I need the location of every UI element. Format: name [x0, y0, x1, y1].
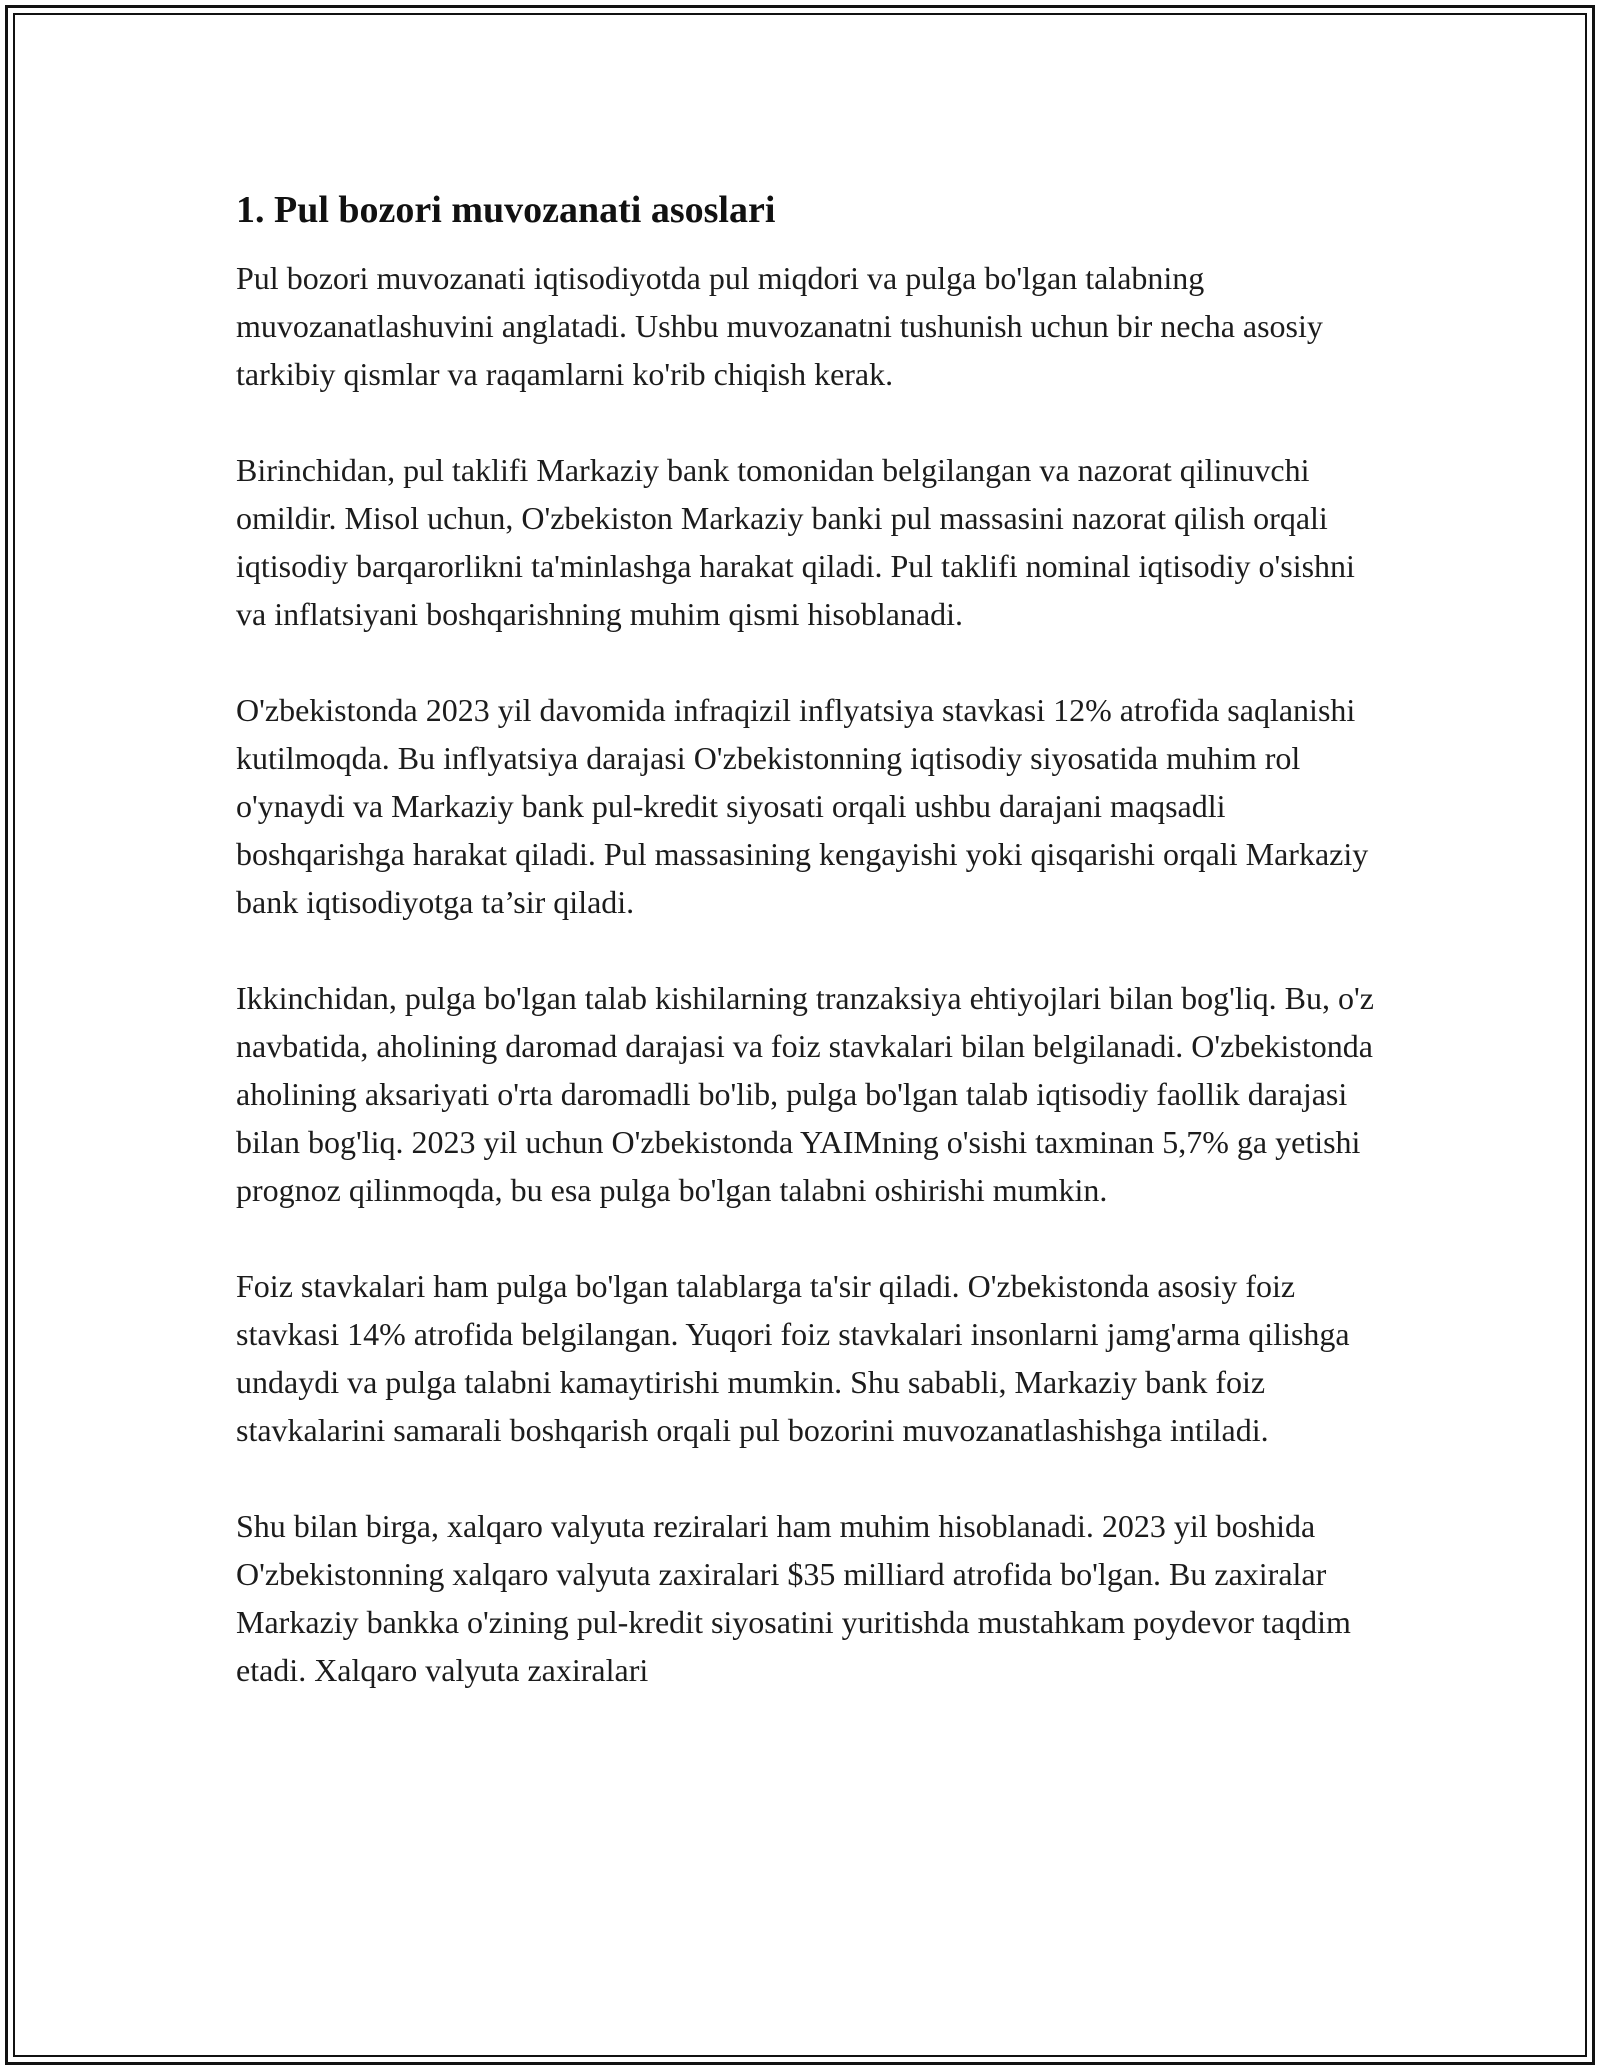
paragraph-1: Pul bozori muvozanati iqtisodiyotda pul miqdori va pulga bo'lgan talabning muvozanatlashuvini anglatadi. Ushbu muvozanatni tushunish uchun bir necha asosiy tarkibiy qismlar va raqamlarni ko'rib chiqish kerak.: [236, 260, 1323, 392]
paragraph-4: Ikkinchidan, pulga bo'lgan talab kishilarning tranzaksiya ehtiyojlari bilan bog'liq. Bu, o'z navbatida, aholining daromad darajasi va foiz stavkalari bilan belgilanadi. O'zbekistonda aholining aksariyati o'rta daromadli bo'lib, pulga bo'lgan talab iqtisodiy faollik darajasi bilan bog'liq. 2023 yil uchun O'zbekistonda YAIMning o'sishi taxminan 5,7% ga yetishi prognoz qilinmoqda, bu esa pulga bo'lgan talabni oshirishi mumkin.: [236, 980, 1374, 1208]
paragraph-2: Birinchidan, pul taklifi Markaziy bank tomonidan belgilangan va nazorat qilinuvchi omildir. Misol uchun, O'zbekiston Markaziy banki pul massasini nazorat qilish orqali iqtisodiy barqarorlikni ta'minlashga harakat qiladi. Pul taklifi nominal iqtisodiy o'sishni va inflatsiyani boshqarishning muhim qismi hisoblanadi.: [236, 452, 1355, 632]
paragraph-6: Shu bilan birga, xalqaro valyuta reziralari ham muhim hisoblanadi. 2023 yil boshida O'zbekistonning xalqaro valyuta zaxiralari $35 milliard atrofida bo'lgan. Bu zaxiralar Markaziy bankka o'zining pul-kredit siyosatini yuritishda mustahkam poydevor taqdim etadi. Xalqaro valyuta zaxiralari: [236, 1508, 1351, 1688]
paragraph-3: O'zbekistonda 2023 yil davomida infraqizil inflyatsiya stavkasi 12% atrofida saqlanishi kutilmoqda. Bu inflyatsiya darajasi O'zbekistonning iqtisodiy siyosatida muhim rol o'ynaydi va Markaziy bank pul-kredit siyosati orqali ushbu darajani maqsadli boshqarishga harakat qiladi. Pul massasining kengayishi yoki qisqarishi orqali Markaziy bank iqtisodiyotga ta’sir qiladi.: [236, 692, 1369, 920]
document-body: [236, 186, 1386, 1742]
section-title: 1. Pul bozori muvozanati asoslari: [236, 189, 776, 231]
paragraph-5: Foiz stavkalari ham pulga bo'lgan talablarga ta'sir qiladi. O'zbekistonda asosiy foiz stavkasi 14% atrofida belgilangan. Yuqori foiz stavkalari insonlarni jamg'arma qilishga undaydi va pulga talabni kamaytirishi mumkin. Shu sababli, Markaziy bank foiz stavkalarini samarali boshqarish orqali pul bozorini muvozanatlashishga intiladi.: [236, 1268, 1350, 1448]
